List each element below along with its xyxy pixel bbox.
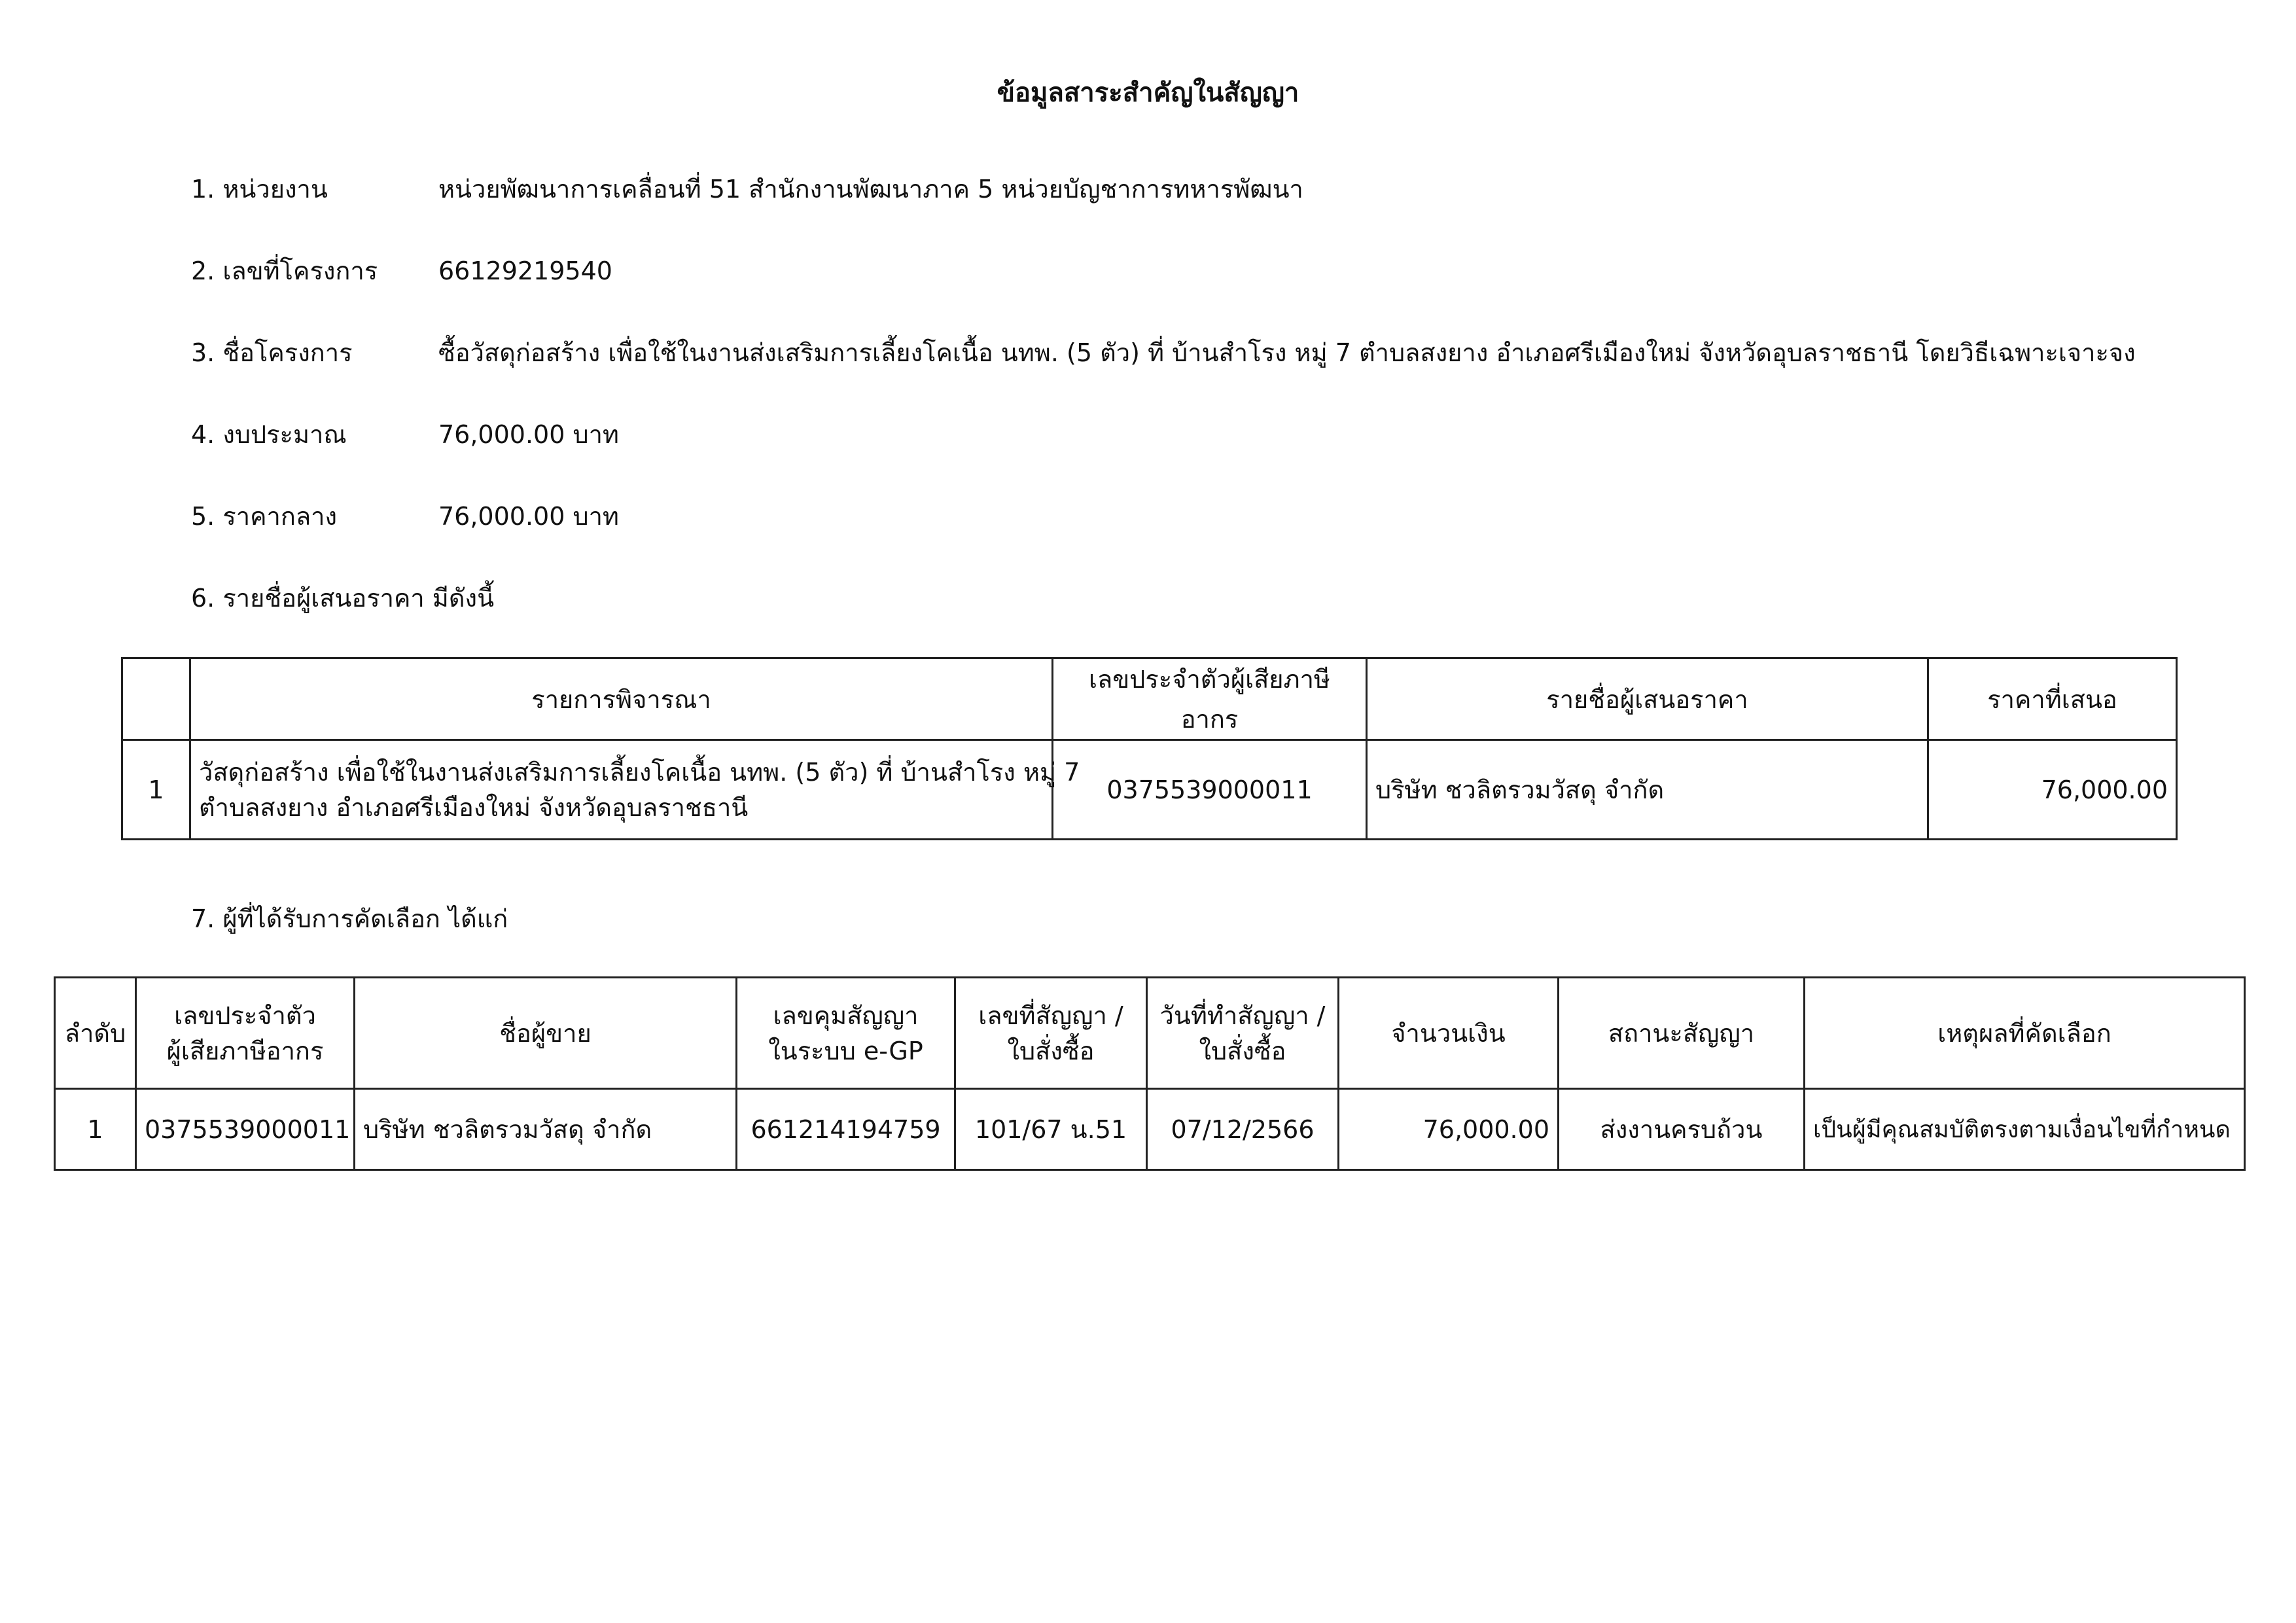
header-cell-tax-id: เลขประจำตัวผู้เสียภาษีอากร xyxy=(1053,658,1367,740)
header-line: เลขคุมสัญญา xyxy=(773,1001,919,1030)
item-label: 6. รายชื่อผู้เสนอราคา มีดังนี้ xyxy=(191,584,495,613)
cell-no: 1 xyxy=(122,740,190,840)
header-cell-contract-no xyxy=(955,978,1147,1089)
table-header-row xyxy=(55,978,2245,1089)
item-bidders-heading xyxy=(191,579,494,618)
item-value: 76,000.00 บาท xyxy=(438,502,619,531)
header-cell-status: สถานะสัญญา xyxy=(1559,978,1805,1089)
item-value: หน่วยพัฒนาการเคลื่อนที่ 51 สำนักงานพัฒนาภาค 5 หน่วยบัญชาการทหารพัฒนา xyxy=(438,175,1303,204)
item-value: 76,000.00 บาท xyxy=(438,420,619,449)
header-line: ผู้เสียภาษีอากร xyxy=(166,1036,324,1065)
item-label: 1. หน่วยงาน xyxy=(191,175,328,204)
item-winners-heading xyxy=(191,899,508,938)
item-median-price xyxy=(191,497,619,536)
header-cell-item: รายการพิจารณา xyxy=(190,658,1053,740)
header-cell-price: ราคาที่เสนอ xyxy=(1928,658,2177,740)
item-label: 3. ชื่อโครงการ xyxy=(191,338,353,367)
cell-status: ส่งงานครบถ้วน xyxy=(1559,1089,1805,1170)
cell-contract-no: 101/67 น.51 xyxy=(955,1089,1147,1170)
header-line: เลขที่สัญญา / xyxy=(978,1001,1123,1030)
cell-price: 76,000.00 xyxy=(1928,740,2177,840)
header-cell-amount: จำนวนเงิน xyxy=(1339,978,1559,1089)
cell-item-line: ตำบลสงยาง อำเภอศรีเมืองใหม่ จังหวัดอุบลราชธานี xyxy=(199,793,749,822)
cell-tax-id: 0375539000011 xyxy=(1053,740,1367,840)
cell-amount: 76,000.00 xyxy=(1339,1089,1559,1170)
item-label: 4. งบประมาณ xyxy=(191,420,347,449)
header-cell-bidder: รายชื่อผู้เสนอราคา xyxy=(1367,658,1928,740)
cell-tax-id: 0375539000011 xyxy=(136,1089,355,1170)
table-row xyxy=(122,740,2177,840)
item-label: 7. ผู้ที่ได้รับการคัดเลือก ได้แก่ xyxy=(191,904,508,933)
header-line: วันที่ทำสัญญา / xyxy=(1159,1001,1326,1030)
page-title: ข้อมูลสาระสำคัญในสัญญา xyxy=(997,78,1299,108)
header-line: เลขประจำตัว xyxy=(174,1001,316,1030)
header-cell-seller: ชื่อผู้ขาย xyxy=(355,978,737,1089)
item-value: 66129219540 xyxy=(438,257,612,285)
item-label: 5. ราคากลาง xyxy=(191,502,338,531)
header-cell-date xyxy=(1147,978,1339,1089)
table-header-row xyxy=(122,658,2177,740)
item-project-name xyxy=(191,333,2136,372)
item-label: 2. เลขที่โครงการ xyxy=(191,257,378,285)
cell-item xyxy=(190,740,1080,840)
winners-table xyxy=(54,976,2246,1171)
cell-item-line: วัสดุก่อสร้าง เพื่อใช้ในงานส่งเสริมการเลี้ยงโคเนื้อ นทพ. (5 ตัว) ที่ บ้านสำโรง หมู่ 7 xyxy=(199,757,1080,787)
header-line: ในระบบ e-GP xyxy=(768,1036,923,1065)
table-row xyxy=(55,1089,2245,1170)
cell-seller: บริษัท ชวลิตรวมวัสดุ จำกัด xyxy=(355,1089,737,1170)
header-line: ใบสั่งซื้อ xyxy=(1007,1036,1095,1065)
item-value: ซื้อวัสดุก่อสร้าง เพื่อใช้ในงานส่งเสริมการเลี้ยงโคเนื้อ นทพ. (5 ตัว) ที่ บ้านสำโรง หมู่ 7 ตำบลสงยาง อำเภอศรีเมืองใหม่ จังหวัดอุบลราชธานี โดยวิธีเฉพาะเจาะจง xyxy=(438,338,2136,367)
header-cell-tax-id xyxy=(136,978,355,1089)
item-agency xyxy=(191,169,1303,209)
cell-reason: เป็นผู้มีคุณสมบัติตรงตามเงื่อนไขที่กำหนด xyxy=(1805,1089,2245,1170)
cell-date: 07/12/2566 xyxy=(1147,1089,1339,1170)
header-cell-reason: เหตุผลที่คัดเลือก xyxy=(1805,978,2245,1089)
item-budget xyxy=(191,415,619,454)
item-project-number xyxy=(191,251,612,291)
header-cell-no: ลำดับ xyxy=(55,978,136,1089)
bidders-table xyxy=(121,657,2178,840)
cell-bidder: บริษัท ชวลิตรวมวัสดุ จำกัด xyxy=(1367,740,1928,840)
header-line: ใบสั่งซื้อ xyxy=(1199,1036,1286,1065)
cell-no: 1 xyxy=(55,1089,136,1170)
cell-control-no: 661214194759 xyxy=(737,1089,955,1170)
header-cell-no xyxy=(122,658,190,740)
header-cell-control-no xyxy=(737,978,955,1089)
